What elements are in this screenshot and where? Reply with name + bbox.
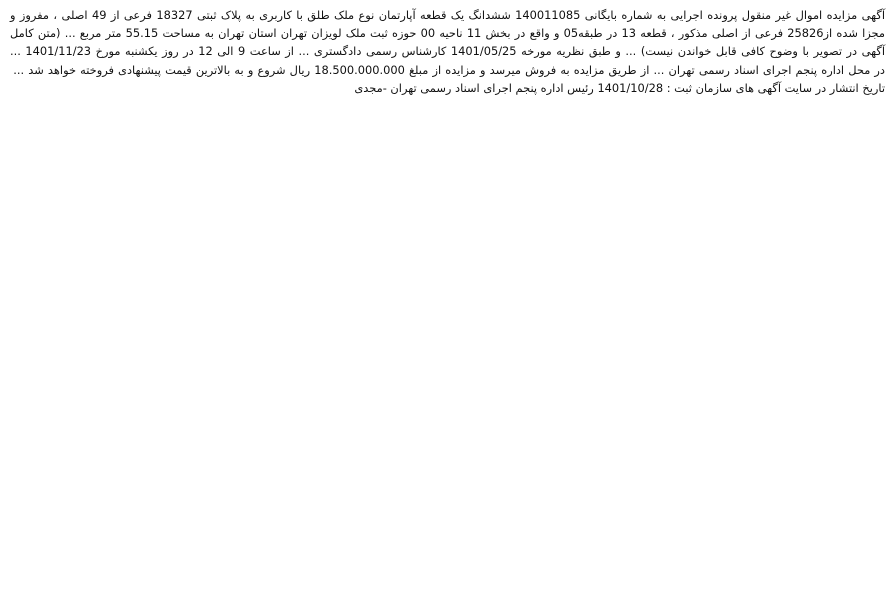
auction-notice-text: آگهی مزایده اموال غیر منقول پرونده اجرایی به شماره بایگانی 140011085 ششدانگ یک قطعه آپارتمان نوع ملک طلق با کاربری به پلاک ثبتی 18327 فرعی از 49 اصلی ، مفروز و مجزا شده از25826 فرعی از اصلی مذکور ، قطعه 13 در طبقه05 و واقع در بخش 11 ناحیه 00 حوزه ثبت ملک لویزان تهران استان تهران به مساحت 55.15 متر مربع ... (متن کامل آگهی در تصویر با وضوح کافی قابل خواندن نیست) ... و طبق نظریه مورخه 1401/05/25 کارشناس رسمی دادگستری ... از ساعت 9 الی 12 در روز یکشنبه مورخ 1401/11/23 ... در محل اداره پنجم اجرای اسناد رسمی تهران ... از طریق مزایده به فروش میرسد و مزایده از مبلغ 18.500.000.000 ریال شروع و به بالاترین قیمت پیشنهادی فروخته خواهد شد ... xyxy=(10,8,886,77)
notice-signature: تاریخ انتشار در سایت آگهی های سازمان ثبت : 1401/10/28 رئیس اداره پنجم اجرای اسناد رسمی تهران -مجدی xyxy=(354,80,885,95)
